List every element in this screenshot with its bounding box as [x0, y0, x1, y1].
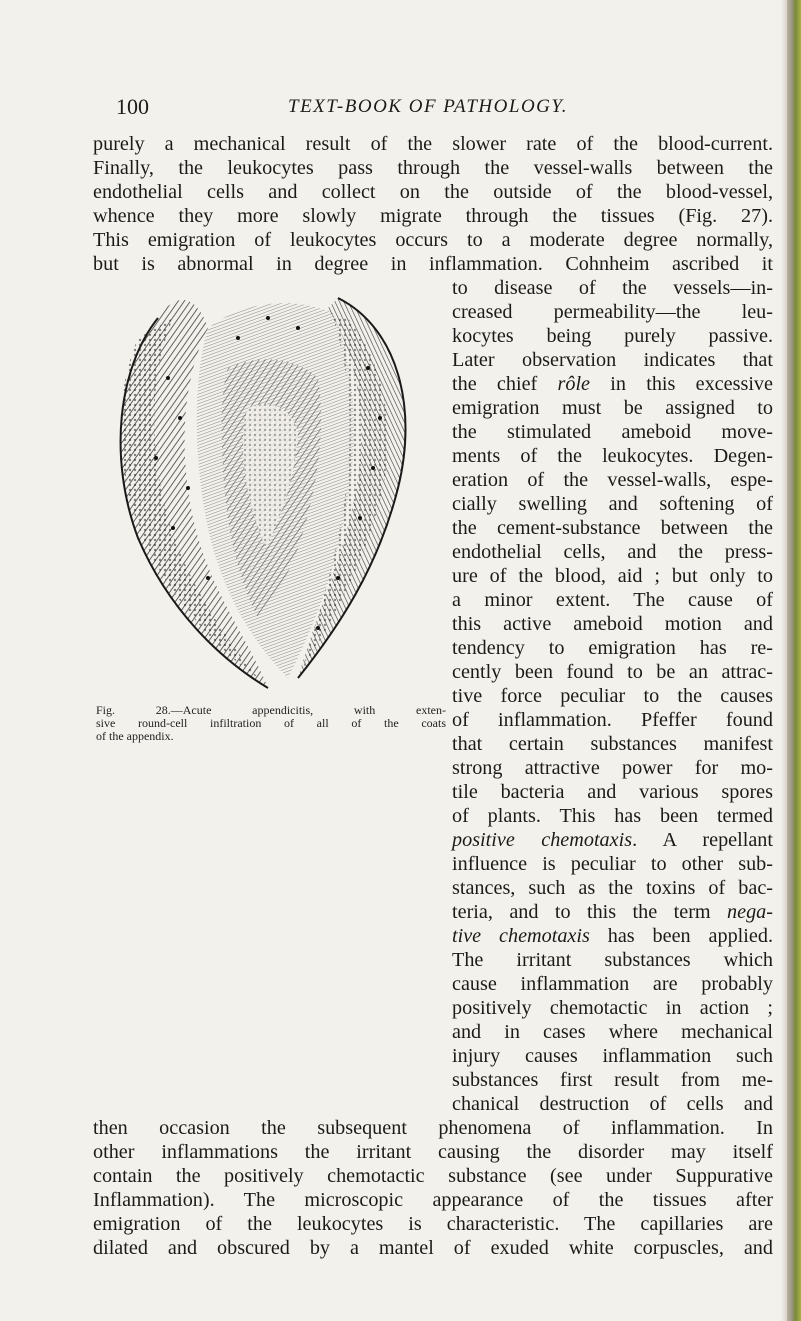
text-line: the chief rôle in this excessive	[452, 373, 773, 395]
text-line: the stimulated ameboid move-	[452, 421, 773, 443]
text-line: This emigration of leukocytes occurs to a moderate degree normally,	[93, 229, 773, 251]
page-edge-shadow	[781, 0, 787, 1321]
page-number: 100	[116, 94, 149, 119]
figure-caption-line: of the appendix.	[96, 729, 174, 743]
running-title: TEXT-BOOK OF PATHOLOGY.	[288, 96, 568, 117]
figure-caption-line: sive round-cell infiltration of all of the coats	[96, 716, 446, 730]
text-line: endothelial cells and collect on the outside of the blood-vessel,	[93, 181, 773, 203]
text-line: eration of the vessel-walls, espe-	[452, 469, 773, 491]
text-line: teria, and to this the term nega-	[452, 901, 773, 923]
appendix-micrograph	[98, 258, 446, 698]
text-line: the cement-substance between the	[452, 517, 773, 539]
text-line: emigration must be assigned to	[452, 397, 773, 419]
text-line: cently been found to be an attrac-	[452, 661, 773, 683]
text-line: of inflammation. Pfeffer found	[452, 709, 773, 731]
text-line: tive force peculiar to the causes	[452, 685, 773, 707]
figure-caption	[96, 704, 446, 743]
text-line: whence they more slowly migrate through the tissues (Fig. 27).	[93, 205, 773, 227]
text-line: tendency to emigration has re-	[452, 637, 773, 659]
text-line: chanical destruction of cells and	[452, 1093, 773, 1115]
text-line: tive chemotaxis has been applied.	[452, 925, 773, 947]
text-line: other inflammations the irritant causing the disorder may itself	[93, 1141, 773, 1163]
text-line: dilated and obscured by a mantel of exuded white corpuscles, and	[93, 1237, 773, 1259]
text-line: endothelial cells, and the press-	[452, 541, 773, 563]
text-line: contain the positively chemotactic substance (see under Suppurative	[93, 1165, 773, 1187]
text-line: then occasion the subsequent phenomena of inflammation. In	[93, 1117, 773, 1139]
text-line: creased permeability—the leu-	[452, 301, 773, 323]
text-line: Inflammation). The microscopic appearance of the tissues after	[93, 1189, 773, 1211]
text-line: Later observation indicates that	[452, 349, 773, 371]
text-line: Finally, the leukocytes pass through the vessel-walls between the	[93, 157, 773, 179]
text-line: that certain substances manifest	[452, 733, 773, 755]
text-line: injury causes inflammation such	[452, 1045, 773, 1067]
text-line: substances first result from me-	[452, 1069, 773, 1091]
page-edge	[787, 0, 801, 1321]
text-line: emigration of the leukocytes is characteristic. The capillaries are	[93, 1213, 773, 1235]
text-line: but is abnormal in degree in inflammation. Cohnheim ascribed it	[93, 253, 773, 275]
text-line: influence is peculiar to other sub-	[452, 853, 773, 875]
text-line: kocytes being purely passive.	[452, 325, 773, 347]
text-line: stances, such as the toxins of bac-	[452, 877, 773, 899]
text-line: to disease of the vessels—in-	[452, 277, 773, 299]
text-line: and in cases where mechanical	[452, 1021, 773, 1043]
text-line: positive chemotaxis. A repellant	[452, 829, 774, 851]
appendix-micrograph-drawing	[98, 258, 446, 698]
text-line: strong attractive power for mo-	[452, 757, 773, 779]
text-line: ments of the leukocytes. Degen-	[452, 445, 773, 467]
text-line: tile bacteria and various spores	[452, 781, 773, 803]
page-header	[116, 94, 776, 124]
text-line: this active ameboid motion and	[452, 613, 773, 635]
text-line: cause inflammation are probably	[452, 973, 773, 995]
text-line: positively chemotactic in action ;	[452, 997, 773, 1019]
text-line: purely a mechanical result of the slower rate of the blood-current.	[93, 133, 773, 155]
text-line: of plants. This has been termed	[452, 805, 773, 827]
text-line: a minor extent. The cause of	[452, 589, 773, 611]
text-line: cially swelling and softening of	[452, 493, 773, 515]
figure-caption-line: Fig. 28.—Acute appendicitis, with exten-	[96, 703, 446, 717]
text-line: The irritant substances which	[452, 949, 773, 971]
text-line: ure of the blood, aid ; but only to	[452, 565, 773, 587]
